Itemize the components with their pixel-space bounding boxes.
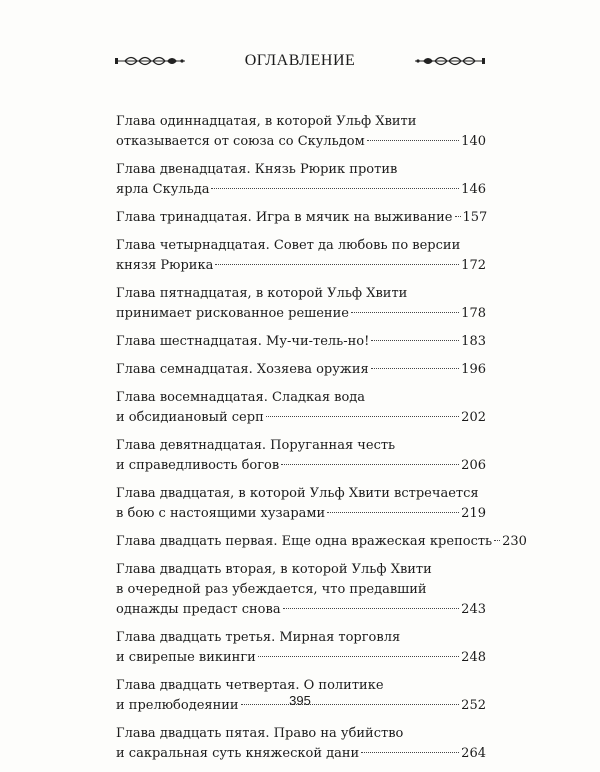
page-header [115,50,485,74]
toc-entry-line: Глава семнадцатая. Хозяева оружия [116,362,369,377]
toc-entry-last-line [116,304,486,324]
toc-page-number: 146 [461,182,486,197]
toc-entry-line: Глава двадцать первая. Еще одна вражеская крепость [116,534,493,549]
toc-entry [116,532,527,552]
dot-leader [211,188,459,189]
toc-entry [116,360,486,380]
toc-entry [116,484,486,524]
toc-page-number: 243 [461,602,486,617]
toc-entry-line: Глава двадцать вторая, в которой Ульф Хвити [116,562,432,577]
toc-entry [116,112,486,152]
toc-entry-last-line [116,208,486,228]
toc-page-number: 252 [461,698,486,713]
toc-entry-line: и свирепые викинги [116,650,256,665]
toc-entry [116,208,486,228]
toc-entry-line: Глава двадцать пятая. Право на убийство [116,726,404,741]
toc-entry-line: Глава двадцатая, в которой Ульф Хвити встречается [116,486,479,501]
toc-entry-line: Глава тринадцатая. Игра в мячик на выживание [116,210,453,225]
toc-entry-last-line [116,504,486,524]
toc-entry [116,284,486,324]
toc-entry-last-line [116,408,486,428]
toc-entry [116,436,486,476]
toc-entry-line: Глава двенадцатая. Князь Рюрик против [116,162,398,177]
dot-leader [215,264,459,265]
toc-entry [116,236,486,276]
toc-entry-last-line [116,256,486,276]
toc-entry-last-line [116,600,486,620]
toc-entry-last-line [116,744,486,764]
toc-page-number: 172 [461,258,486,273]
page-title: ОГЛАВЛЕНИЕ [244,52,356,69]
toc-page-number: 248 [461,650,486,665]
dot-leader [367,140,459,141]
toc-entry [116,332,486,352]
toc-entry-last-line [116,648,486,668]
toc-entry-line: Глава девятнадцатая. Поруганная честь [116,438,396,453]
toc-page-number: 157 [462,210,488,225]
toc-page-number: 202 [461,410,486,425]
page-number: 395 [289,693,311,708]
dot-leader [371,340,459,341]
toc-entry [116,724,486,764]
toc-entry [116,560,486,620]
toc-entry-last-line [116,532,527,552]
table-of-contents [116,112,527,772]
toc-entry-line: принимает рискованное решение [116,306,349,321]
dot-leader [494,540,500,541]
toc-entry [116,160,486,200]
toc-page-number: 264 [461,746,486,761]
toc-entry-line: в очередной раз убеждается, что предавший [116,582,427,597]
dot-leader [361,752,459,753]
toc-entry-last-line [116,180,486,200]
toc-entry-line: ярла Скульда [116,182,210,197]
toc-entry-line: и справедливость богов [116,458,280,473]
dot-leader [351,312,459,313]
toc-entry-line: князя Рюрика [116,258,214,273]
toc-entry-line: Глава двадцать третья. Мирная торговля [116,630,401,645]
dot-leader [281,464,459,465]
toc-entry-line: Глава восемнадцатая. Сладкая вода [116,390,366,405]
toc-entry-line: Глава одиннадцатая, в которой Ульф Хвити [116,114,417,129]
dot-leader [371,368,459,369]
dot-leader [327,512,459,513]
toc-entry-last-line [116,456,486,476]
toc-page-number: 206 [461,458,486,473]
toc-page-number: 219 [461,506,486,521]
toc-entry-line: Глава пятнадцатая, в которой Ульф Хвити [116,286,408,301]
toc-entry [116,628,486,668]
toc-entry-last-line [116,132,486,152]
toc-entry-line: отказывается от союза со Скульдом [116,134,365,149]
dot-leader [258,656,459,657]
toc-entry-line: и сакральная суть княжеской дани [116,746,360,761]
toc-entry-line: и обсидиановый серп [116,410,264,425]
toc-entry-line: Глава четырнадцатая. Совет да любовь по версии [116,238,461,253]
toc-page-number: 140 [461,134,486,149]
dot-leader [455,216,461,217]
toc-entry-line: Глава двадцать четвертая. О политике [116,678,384,693]
toc-page-number: 196 [461,362,486,377]
toc-entry-last-line [116,332,486,352]
toc-entry-line: и прелюбодеянии [116,698,239,713]
toc-page-number: 178 [461,306,486,321]
toc-entry-line: однажды предаст снова [116,602,281,617]
toc-page-number: 230 [502,534,527,549]
toc-entry-last-line [116,360,486,380]
toc-entry-line: в бою с настоящими хузарами [116,506,326,521]
dot-leader [266,416,459,417]
toc-entry-line: Глава шестнадцатая. Му-чи-тель-но! [116,334,370,349]
ornament-right-icon [413,53,485,69]
toc-entry [116,388,486,428]
toc-page-number: 183 [461,334,486,349]
dot-leader [283,608,460,609]
